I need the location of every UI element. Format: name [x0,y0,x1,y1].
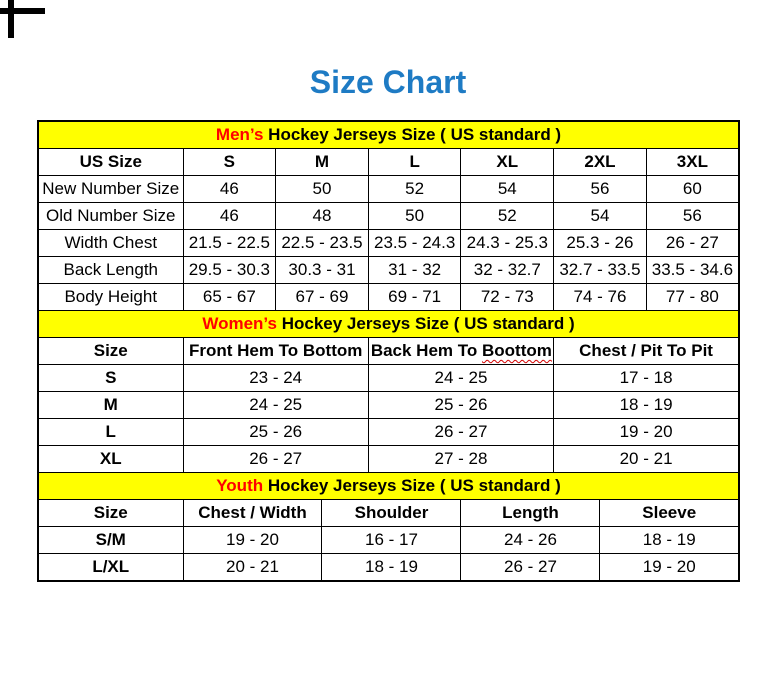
band-title-text: Hockey Jerseys Size ( US standard ) [276,314,575,333]
value-cell: 17 - 18 [554,365,739,392]
value-cell: 48 [276,203,369,230]
value-cell: 32.7 - 33.5 [554,257,647,284]
column-header: 2XL [554,149,647,176]
value-cell: 52 [461,203,554,230]
value-cell: 31 - 32 [368,257,461,284]
value-cell: 20 - 21 [554,446,739,473]
value-cell: 50 [276,176,369,203]
misspelled-word: Boottom [481,341,552,360]
value-cell: 60 [646,176,739,203]
value-cell: 54 [461,176,554,203]
value-cell: 23.5 - 24.3 [368,230,461,257]
value-cell: 65 - 67 [183,284,276,311]
value-cell: 77 - 80 [646,284,739,311]
value-cell: 18 - 19 [554,392,739,419]
column-header: L [368,149,461,176]
women-section-band [38,311,739,338]
column-header [368,338,553,365]
column-header: M [276,149,369,176]
value-cell: 22.5 - 23.5 [276,230,369,257]
column-header: Shoulder [322,500,461,527]
value-cell: 26 - 27 [646,230,739,257]
column-header: XL [461,149,554,176]
table-row [38,527,739,554]
value-cell: 19 - 20 [600,554,739,582]
column-header: S [183,149,276,176]
value-cell: 30.3 - 31 [276,257,369,284]
value-cell: 52 [368,176,461,203]
value-cell: 24 - 25 [368,365,553,392]
value-cell: 24 - 26 [461,527,600,554]
size-chart-table [37,120,740,582]
value-cell: 24.3 - 25.3 [461,230,554,257]
value-cell: 20 - 21 [183,554,322,582]
value-cell: 69 - 71 [368,284,461,311]
value-cell: 54 [554,203,647,230]
table-row [38,176,739,203]
value-cell: 25 - 26 [183,419,368,446]
column-header: Front Hem To Bottom [183,338,368,365]
row-label: M [38,392,183,419]
youth-header-row [38,500,739,527]
value-cell: 18 - 19 [600,527,739,554]
column-header: Chest / Width [183,500,322,527]
women-section-row [38,311,739,338]
table-row [38,365,739,392]
value-cell: 16 - 17 [322,527,461,554]
column-header: Size [38,338,183,365]
value-cell: 19 - 20 [554,419,739,446]
column-header: Size [38,500,183,527]
row-label: Body Height [38,284,183,311]
column-header: 3XL [646,149,739,176]
row-label: New Number Size [38,176,183,203]
men-header-row [38,149,739,176]
crop-corner-mark-horizontal [0,8,45,14]
table-row [38,554,739,582]
value-cell: 50 [368,203,461,230]
women-header-row [38,338,739,365]
row-label: S/M [38,527,183,554]
value-cell: 24 - 25 [183,392,368,419]
value-cell: 56 [554,176,647,203]
table-row [38,392,739,419]
value-cell: 25.3 - 26 [554,230,647,257]
table-row [38,284,739,311]
table-row [38,446,739,473]
value-cell: 25 - 26 [368,392,553,419]
value-cell: 33.5 - 34.6 [646,257,739,284]
crop-corner-mark-vertical [8,0,14,38]
row-label: Back Length [38,257,183,284]
row-label: Old Number Size [38,203,183,230]
row-label: Width Chest [38,230,183,257]
table-row [38,203,739,230]
value-cell: 46 [183,176,276,203]
band-title-text: Hockey Jerseys Size ( US standard ) [263,125,562,144]
youth-section-row [38,473,739,500]
value-cell: 46 [183,203,276,230]
column-header: Chest / Pit To Pit [554,338,739,365]
value-cell: 32 - 32.7 [461,257,554,284]
value-cell: 74 - 76 [554,284,647,311]
column-header: Sleeve [600,500,739,527]
value-cell: 18 - 19 [322,554,461,582]
column-header: Length [461,500,600,527]
band-highlight-text: Youth [216,476,264,495]
value-cell: 29.5 - 30.3 [183,257,276,284]
page-title: Size Chart [309,64,467,100]
youth-section-band [38,473,739,500]
value-cell: 21.5 - 22.5 [183,230,276,257]
men-section-row [38,121,739,149]
value-cell: 72 - 73 [461,284,554,311]
table-row [38,230,739,257]
value-cell: 26 - 27 [183,446,368,473]
row-label: L/XL [38,554,183,582]
column-header: US Size [38,149,183,176]
table-row [38,257,739,284]
row-label: L [38,419,183,446]
value-cell: 26 - 27 [461,554,600,582]
band-highlight-text: Women’s [202,314,277,333]
table-row [38,419,739,446]
value-cell: 26 - 27 [368,419,553,446]
row-label: S [38,365,183,392]
value-cell: 67 - 69 [276,284,369,311]
band-title-text: Hockey Jerseys Size ( US standard ) [263,476,561,495]
value-cell: 56 [646,203,739,230]
men-section-band [38,121,739,149]
row-label: XL [38,446,183,473]
value-cell: 19 - 20 [183,527,322,554]
header-text: Back Hem To [370,341,482,360]
value-cell: 23 - 24 [183,365,368,392]
band-highlight-text: Men’s [215,125,264,144]
value-cell: 27 - 28 [368,446,553,473]
